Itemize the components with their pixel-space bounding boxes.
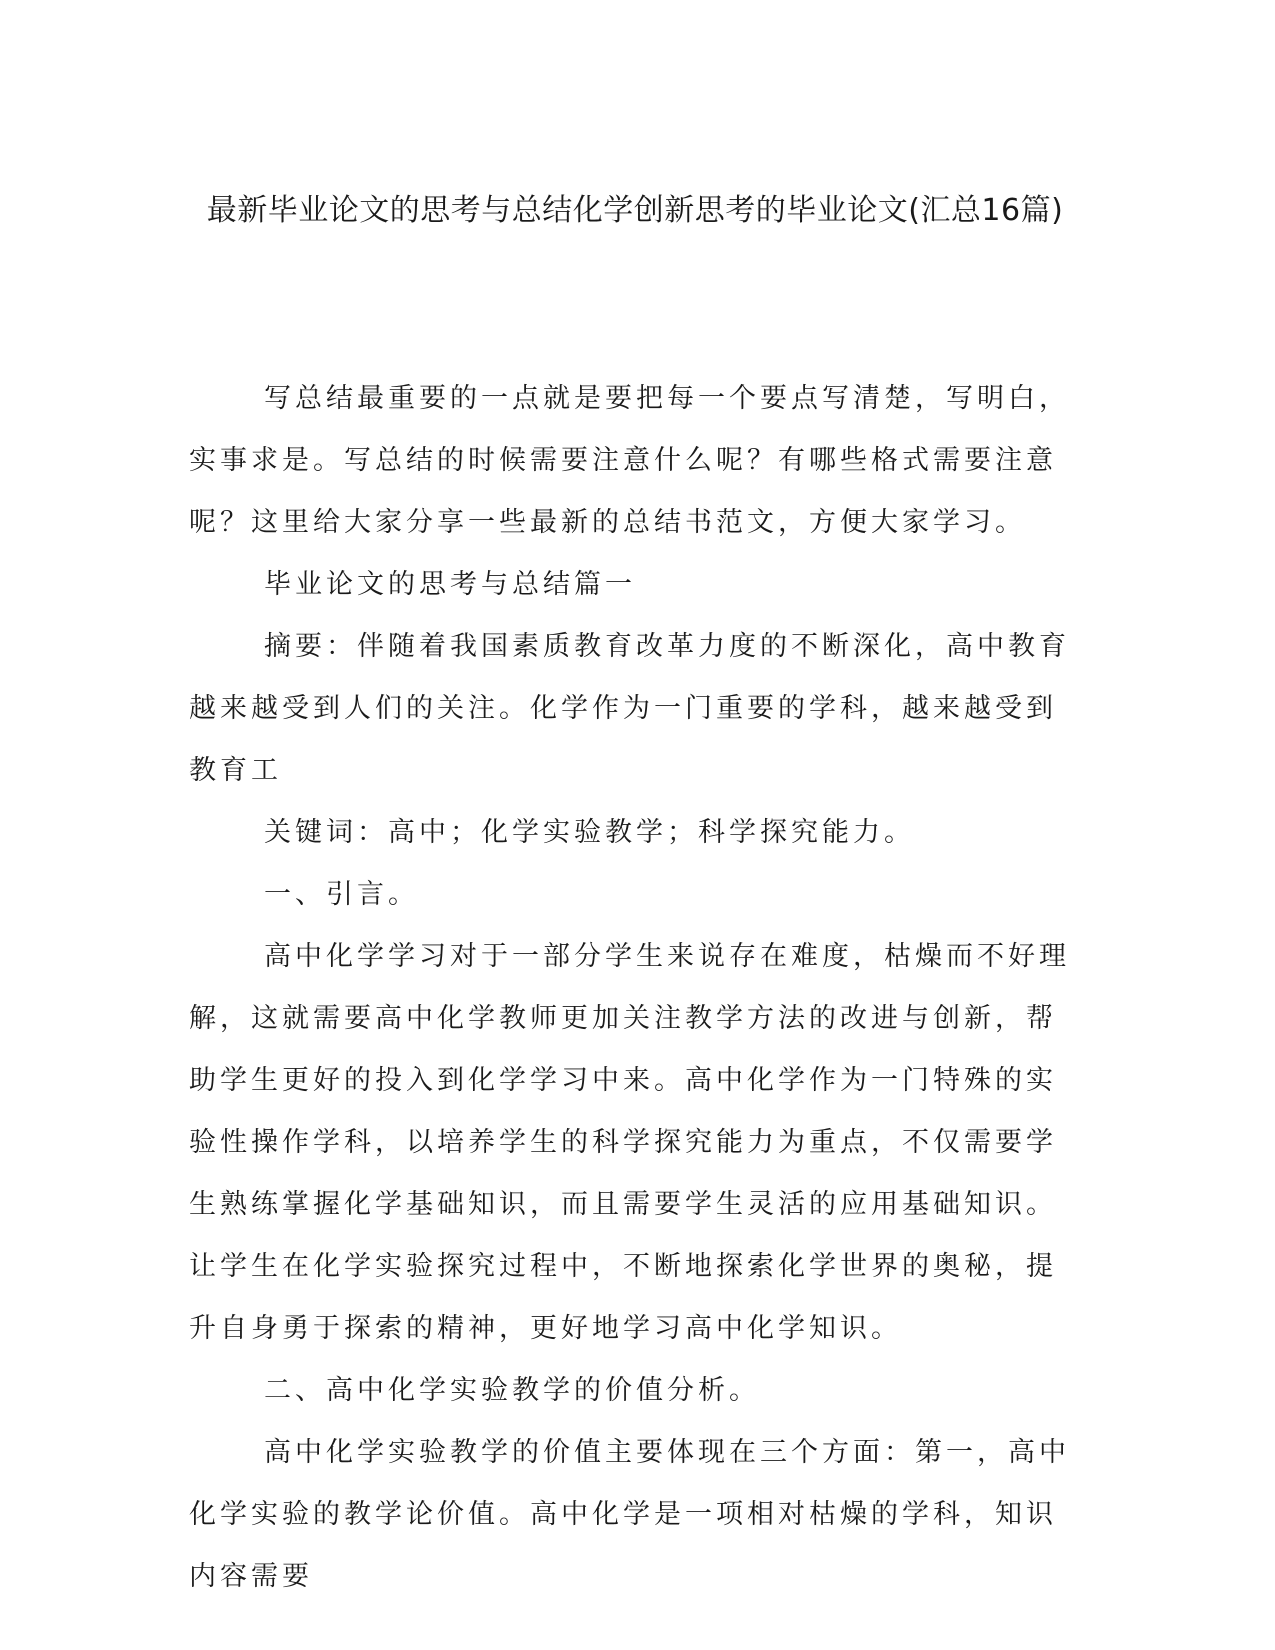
section-heading-value-analysis: 二、高中化学实验教学的价值分析。 <box>264 1375 760 1406</box>
keywords-paragraph: 关键词：高中；化学实验教学；科学探究能力。 <box>264 817 915 848</box>
section-heading-introduction: 一、引言。 <box>264 879 419 910</box>
section-heading-part-one: 毕业论文的思考与总结篇一 <box>264 569 636 600</box>
introduction-paragraph: 高中化学学习对于一部分学生来说存在难度，枯燥而不好理解，这就需要高中化学教师更加关注教学方法的改进与创新，帮助学生更好的投入到化学学习中来。高中化学作为一门特殊的实验性操作学科，以培养学生的科学探究能力为重点，不仅需要学生熟练掌握化学基础知识，而且需要学生灵活的应用基础知识。让学生在化学实验探究过程中，不断地探索化学世界的奥秘，提升自身勇于探索的精神，更好地学习高中化学知识。 <box>189 941 1070 1344</box>
intro-paragraph: 写总结最重要的一点就是要把每一个要点写清楚，写明白，实事求是。写总结的时候需要注意什么呢？有哪些格式需要注意呢？这里给大家分享一些最新的总结书范文，方便大家学习。 <box>189 383 1070 538</box>
document-body <box>189 368 1079 1608</box>
document-title: 最新毕业论文的思考与总结化学创新思考的毕业论文(汇总16篇) <box>206 193 1064 228</box>
value-analysis-paragraph: 高中化学实验教学的价值主要体现在三个方面：第一，高中化学实验的教学论价值。高中化学是一项相对枯燥的学科，知识内容需要 <box>189 1437 1070 1592</box>
abstract-paragraph: 摘要：伴随着我国素质教育改革力度的不断深化，高中教育越来越受到人们的关注。化学作为一门重要的学科，越来越受到教育工 <box>189 631 1070 786</box>
